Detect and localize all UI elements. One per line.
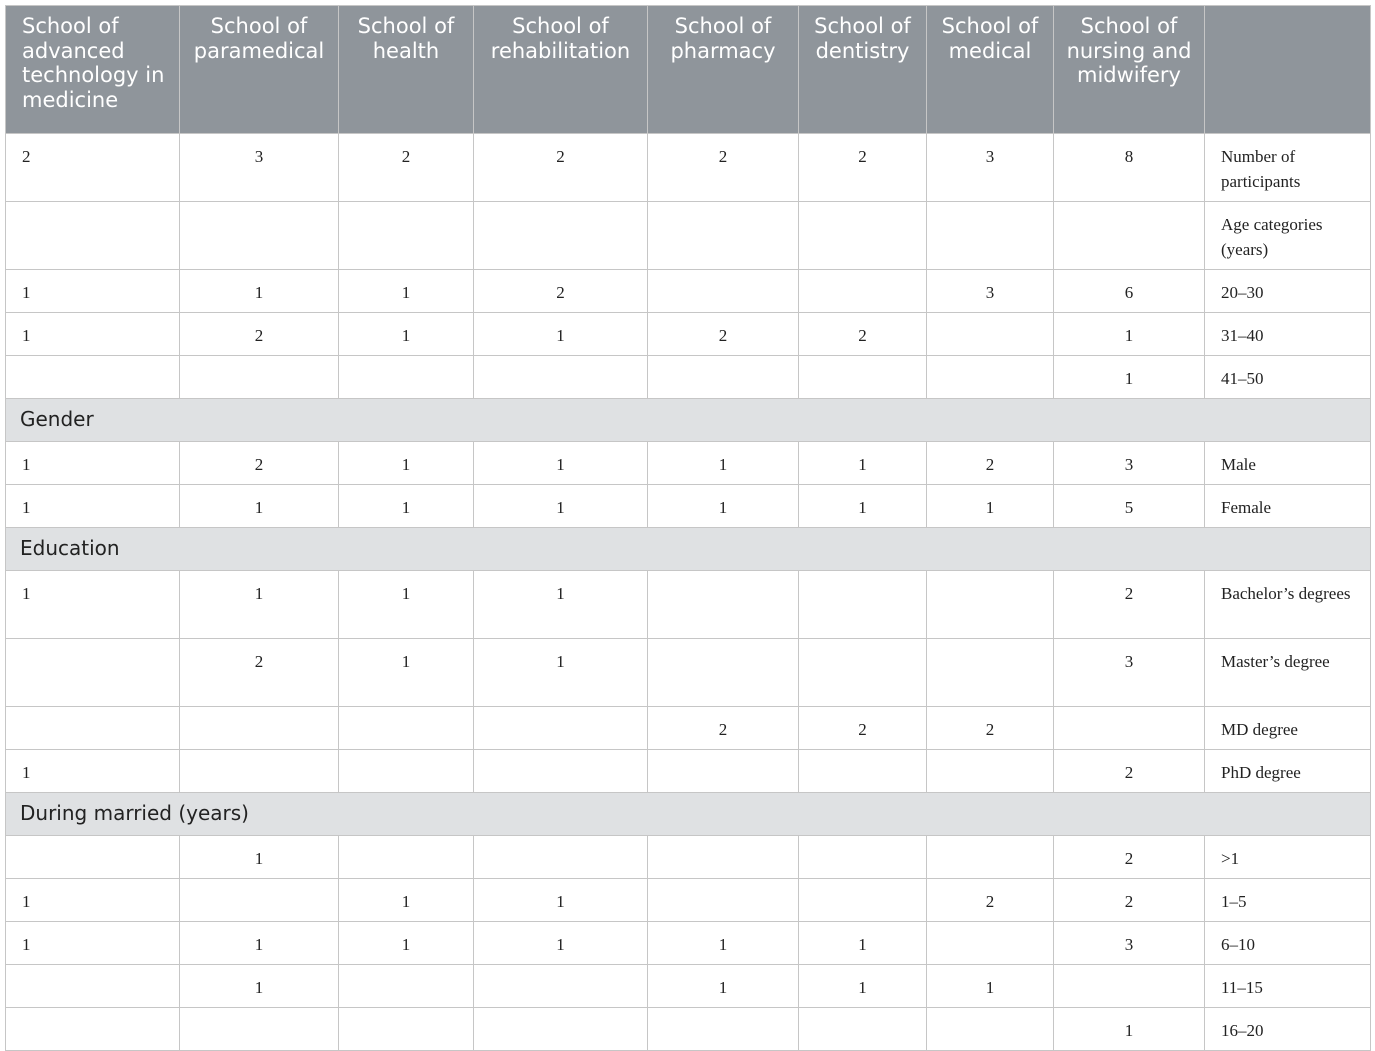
table-cell: 5 (1054, 485, 1205, 528)
column-header: School of rehabilitation (474, 6, 648, 134)
table-cell: 1 (6, 750, 180, 793)
table-cell: 2 (180, 313, 339, 356)
table-cell: 1 (799, 922, 927, 965)
table-cell (474, 202, 648, 270)
table-row (6, 313, 1371, 356)
table-cell (339, 1008, 474, 1051)
table-cell: 1 (6, 270, 180, 313)
table-cell: 2 (1054, 836, 1205, 879)
table-cell (799, 836, 927, 879)
section-header-row (6, 399, 1371, 442)
table-cell: 2 (474, 134, 648, 202)
table-row (6, 270, 1371, 313)
row-label: 41–50 (1205, 356, 1371, 399)
table-cell (927, 356, 1054, 399)
table-cell: 1 (339, 442, 474, 485)
table-cell (6, 202, 180, 270)
table-cell: 1 (339, 879, 474, 922)
table-cell (648, 750, 799, 793)
table-row (6, 442, 1371, 485)
table-cell: 1 (799, 965, 927, 1008)
table-cell: 1 (180, 836, 339, 879)
table-cell: 1 (6, 442, 180, 485)
table-row (6, 134, 1371, 202)
table-row (6, 571, 1371, 639)
table-row (6, 836, 1371, 879)
table-cell: 1 (474, 639, 648, 707)
table-cell (339, 202, 474, 270)
row-label: Age categories (years) (1205, 202, 1371, 270)
table-cell: 1 (339, 639, 474, 707)
table-cell (474, 707, 648, 750)
table-cell (6, 707, 180, 750)
section-label: Education (6, 528, 1371, 571)
table-cell: 1 (180, 571, 339, 639)
table-row (6, 965, 1371, 1008)
table-cell (1054, 965, 1205, 1008)
table-cell (648, 639, 799, 707)
row-label: Bachelor’s degrees (1205, 571, 1371, 639)
table-cell (648, 1008, 799, 1051)
table-cell: 1 (648, 922, 799, 965)
table-cell (927, 313, 1054, 356)
table-cell: 1 (799, 485, 927, 528)
table-cell (180, 202, 339, 270)
table-cell: 6 (1054, 270, 1205, 313)
table-cell (474, 750, 648, 793)
table-cell (180, 750, 339, 793)
row-label: 1–5 (1205, 879, 1371, 922)
table-cell (1054, 707, 1205, 750)
table-cell: 3 (927, 270, 1054, 313)
table-cell: 1 (6, 922, 180, 965)
table-row (6, 750, 1371, 793)
table-cell: 1 (180, 485, 339, 528)
table-cell (927, 750, 1054, 793)
table-cell (927, 571, 1054, 639)
column-header: School of medical (927, 6, 1054, 134)
row-label: Female (1205, 485, 1371, 528)
table-cell (6, 1008, 180, 1051)
table-cell: 1 (339, 313, 474, 356)
table-cell: 1 (339, 485, 474, 528)
table-cell: 1 (927, 485, 1054, 528)
table-cell: 1 (474, 879, 648, 922)
participants-table (5, 5, 1371, 1051)
table-cell (180, 707, 339, 750)
row-label: 31–40 (1205, 313, 1371, 356)
column-header (1205, 6, 1371, 134)
table-cell (648, 879, 799, 922)
table-cell (648, 356, 799, 399)
table-cell: 2 (180, 639, 339, 707)
row-label: Male (1205, 442, 1371, 485)
table-cell (6, 836, 180, 879)
table-cell: 8 (1054, 134, 1205, 202)
row-label: MD degree (1205, 707, 1371, 750)
table-cell (6, 356, 180, 399)
section-label: During married (years) (6, 793, 1371, 836)
table-cell: 1 (799, 442, 927, 485)
table-cell: 2 (339, 134, 474, 202)
table-cell: 1 (1054, 356, 1205, 399)
table-cell: 1 (339, 270, 474, 313)
table-cell (339, 965, 474, 1008)
table-cell (648, 836, 799, 879)
row-label: PhD degree (1205, 750, 1371, 793)
table-cell: 3 (1054, 639, 1205, 707)
table-cell: 3 (927, 134, 1054, 202)
table-cell (339, 356, 474, 399)
table-cell: 1 (6, 485, 180, 528)
table-cell: 1 (927, 965, 1054, 1008)
table-cell (339, 836, 474, 879)
row-label: 16–20 (1205, 1008, 1371, 1051)
table-cell: 1 (339, 571, 474, 639)
table-cell: 2 (1054, 571, 1205, 639)
table-cell (180, 879, 339, 922)
table-cell (474, 1008, 648, 1051)
table-cell: 3 (1054, 442, 1205, 485)
table-cell: 3 (1054, 922, 1205, 965)
table-cell: 1 (6, 879, 180, 922)
table-row (6, 707, 1371, 750)
table-cell (927, 202, 1054, 270)
table-cell (799, 639, 927, 707)
table-cell (339, 750, 474, 793)
table-cell: 2 (648, 313, 799, 356)
section-label: Gender (6, 399, 1371, 442)
table-cell (474, 356, 648, 399)
table-cell: 1 (6, 571, 180, 639)
table-cell (6, 965, 180, 1008)
table-cell: 1 (180, 965, 339, 1008)
section-header-row (6, 793, 1371, 836)
table-cell: 2 (799, 313, 927, 356)
column-header: School of health (339, 6, 474, 134)
column-header: School of advanced technology in medicine (6, 6, 180, 134)
table-row (6, 639, 1371, 707)
row-label: Number of participants (1205, 134, 1371, 202)
table-row (6, 356, 1371, 399)
column-header: School of paramedical (180, 6, 339, 134)
table-cell: 1 (1054, 313, 1205, 356)
table-cell (799, 202, 927, 270)
table-cell: 1 (648, 965, 799, 1008)
column-header: School of nursing and midwifery (1054, 6, 1205, 134)
table-row (6, 922, 1371, 965)
table-cell (180, 1008, 339, 1051)
table-cell: 2 (6, 134, 180, 202)
table-cell (799, 1008, 927, 1051)
table-cell: 1 (6, 313, 180, 356)
table-cell: 2 (927, 879, 1054, 922)
table-cell: 2 (799, 707, 927, 750)
table-cell (799, 270, 927, 313)
table-cell: 1 (474, 571, 648, 639)
table-body (6, 134, 1371, 1051)
table-cell (474, 965, 648, 1008)
table-cell (799, 879, 927, 922)
table-cell (1054, 202, 1205, 270)
table-cell: 2 (648, 707, 799, 750)
table-cell: 2 (927, 442, 1054, 485)
table-row (6, 1008, 1371, 1051)
table-cell (6, 639, 180, 707)
table-cell: 2 (474, 270, 648, 313)
table-cell (927, 836, 1054, 879)
table-cell: 1 (474, 313, 648, 356)
table-cell (927, 639, 1054, 707)
table-cell: 1 (339, 922, 474, 965)
table-cell (474, 836, 648, 879)
table-cell: 2 (927, 707, 1054, 750)
row-label: >1 (1205, 836, 1371, 879)
table-cell (927, 1008, 1054, 1051)
table-cell: 1 (474, 442, 648, 485)
row-label: 20–30 (1205, 270, 1371, 313)
table-row (6, 485, 1371, 528)
table-cell (927, 922, 1054, 965)
table-cell: 1 (648, 485, 799, 528)
table-cell (799, 750, 927, 793)
table-cell: 2 (1054, 750, 1205, 793)
table-cell: 1 (180, 270, 339, 313)
table-cell (648, 571, 799, 639)
table-row (6, 879, 1371, 922)
row-label: 6–10 (1205, 922, 1371, 965)
table-cell: 2 (648, 134, 799, 202)
row-label: Master’s degree (1205, 639, 1371, 707)
table-cell (180, 356, 339, 399)
column-header: School of pharmacy (648, 6, 799, 134)
table-cell (648, 202, 799, 270)
table-row (6, 202, 1371, 270)
table-cell: 1 (1054, 1008, 1205, 1051)
table-cell: 3 (180, 134, 339, 202)
row-label: 11–15 (1205, 965, 1371, 1008)
table-cell (648, 270, 799, 313)
column-header: School of dentistry (799, 6, 927, 134)
table-cell (799, 571, 927, 639)
table-cell: 2 (180, 442, 339, 485)
table-cell: 1 (648, 442, 799, 485)
table-cell: 2 (1054, 879, 1205, 922)
table-cell (799, 356, 927, 399)
table-cell (339, 707, 474, 750)
table-cell: 1 (180, 922, 339, 965)
table-header-row (6, 6, 1371, 134)
table-cell: 1 (474, 485, 648, 528)
table-cell: 1 (474, 922, 648, 965)
section-header-row (6, 528, 1371, 571)
table-cell: 2 (799, 134, 927, 202)
